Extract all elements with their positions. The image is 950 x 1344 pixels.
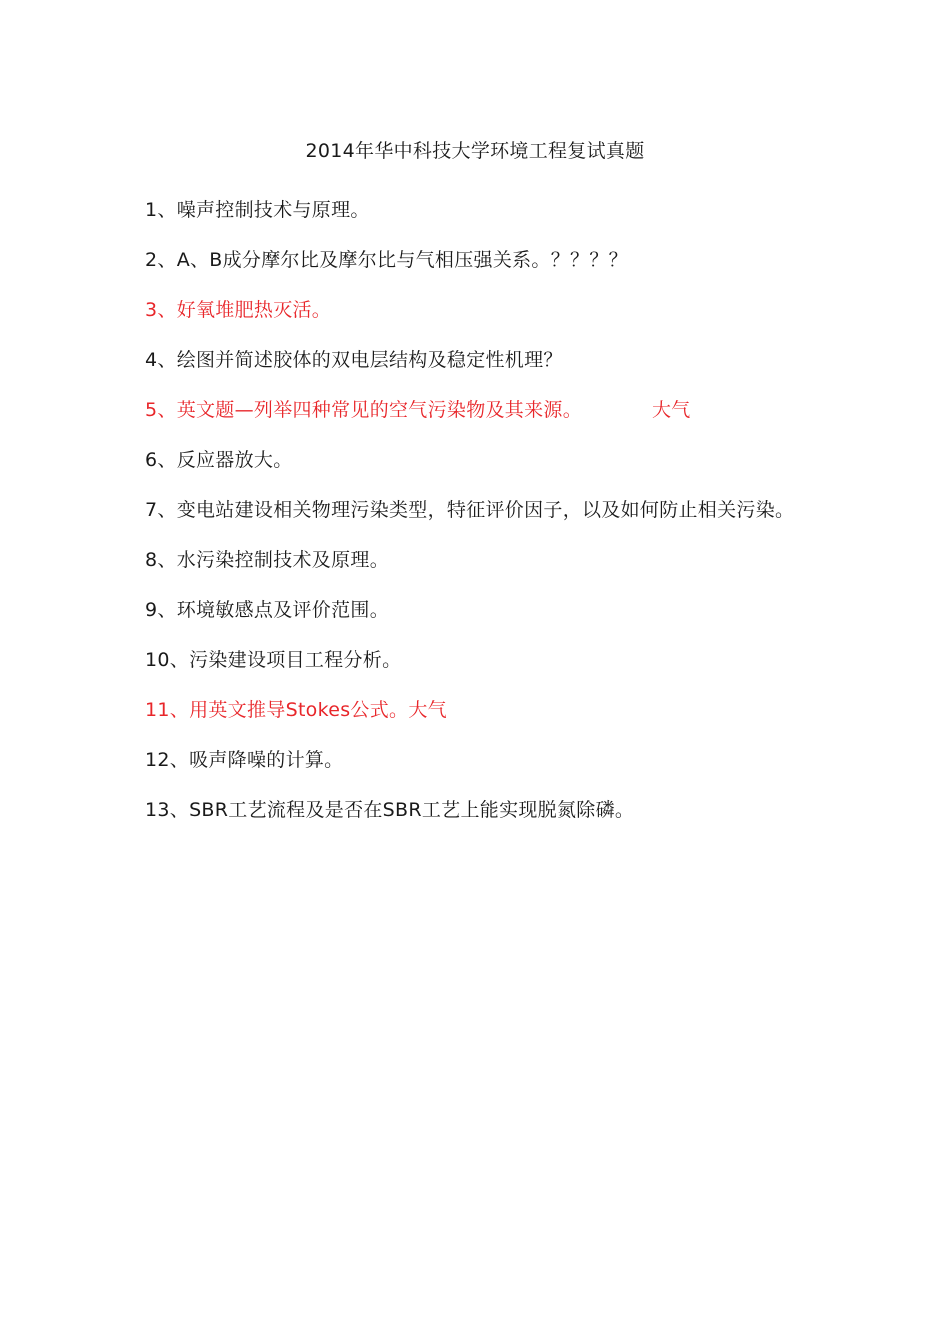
document-title: 2014年华中科技大学环境工程复试真题 <box>305 140 645 162</box>
question-item-2: 2、A、B成分摩尔比及摩尔比与气相压强关系。？？？？ <box>145 249 628 271</box>
question-item-7: 7、变电站建设相关物理污染类型，特征评价因子，以及如何防止相关污染。 <box>145 499 795 521</box>
question-item-12: 12、吸声降噪的计算。 <box>145 749 344 771</box>
question-item-11: 11、用英文推导Stokes公式。大气 <box>145 699 447 721</box>
question-list <box>145 185 810 835</box>
question-item-10: 10、污染建设项目工程分析。 <box>145 649 402 671</box>
question-item-4: 4、绘图并简述胶体的双电层结构及稳定性机理？ <box>145 349 563 371</box>
question-item-5-text: 5、英文题—列举四种常见的空气污染物及其来源。 <box>145 399 582 421</box>
question-item-6: 6、反应器放大。 <box>145 449 293 471</box>
question-item-5 <box>145 385 810 435</box>
question-item-1: 1、噪声控制技术与原理。 <box>145 199 370 221</box>
question-item-9: 9、环境敏感点及评价范围。 <box>145 599 389 621</box>
question-item-3: 3、好氧堆肥热灭活。 <box>145 299 332 321</box>
question-item-5-tag: 大气 <box>652 399 691 421</box>
question-item-13: 13、SBR工艺流程及是否在SBR工艺上能实现脱氮除磷。 <box>145 799 635 821</box>
question-item-8: 8、水污染控制技术及原理。 <box>145 549 389 571</box>
